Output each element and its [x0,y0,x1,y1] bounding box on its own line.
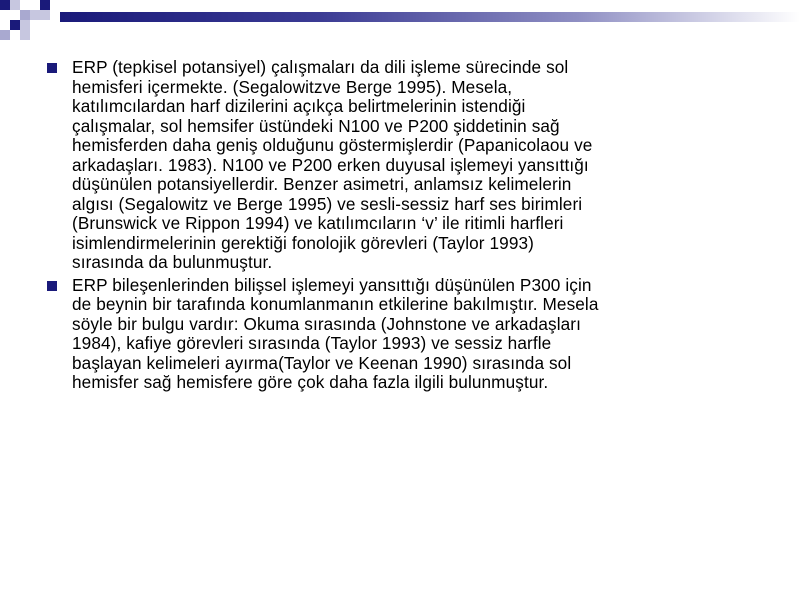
square-bullet-icon [47,63,57,73]
bullet-text: ERP (tepkisel potansiyel) çalışmaları da dili işleme sürecinde sol hemisferi içermekte. (Segalowitzve Berge 1995). Mesela, katılımcılardan harf dizilerini açıkça belirtmelerinin istendiği çalışmalar, sol hemsifer üstündeki N100 ve P200 şiddetinin sağ hemisferden daha geniş olduğunu göstermişlerdir (Papanicolaou ve arkadaşları. 1983). N100 ve P200 erken duyusal işlemeyi yansıttığı düşünülen potansiyellerdir. Benzer asimetri, anlamsız kelimelerin algısı (Segalowitz ve Berge 1995) ve sesli-sessiz harf ses birimleri (Brunswick ve Rippon 1994) ve katılımcıların ‘v’ ile ritimli harfleri isimlendirmelerinin gerektiği fonolojik görevleri (Taylor 1993) sırasında da bulunmuştur. [72,57,593,272]
decor-square [40,10,50,20]
header-gradient-bar [60,12,800,22]
header-decoration [0,0,800,50]
decor-square [20,20,30,30]
decor-square [40,0,50,10]
decor-square [30,10,40,20]
square-bullet-icon [47,281,57,291]
decor-square [0,30,10,40]
decor-square [20,10,30,20]
bullet-text: ERP bileşenlerinden bilişsel işlemeyi yansıttığı düşünülen P300 için de beynin bir tarafında konumlanmanın etkilerine bakılmıştır. Mesela söyle bir bulgu vardır: Okuma sırasında (Johnstone ve arkadaşları 1984), kafiye görevleri sırasında (Taylor 1993) ve sessiz harfle başlayan kelimeleri ayırma(Taylor ve Keenan 1990) sırasında sol hemisfer sağ hemisfere göre çok daha fazla ilgili bulunmuştur. [72,274,599,392]
slide-body [44,58,744,396]
decor-square [20,30,30,40]
decor-square [10,0,20,10]
decor-square [0,0,10,10]
bullet-item [44,276,744,393]
bullet-item [44,58,744,273]
decor-square [10,20,20,30]
